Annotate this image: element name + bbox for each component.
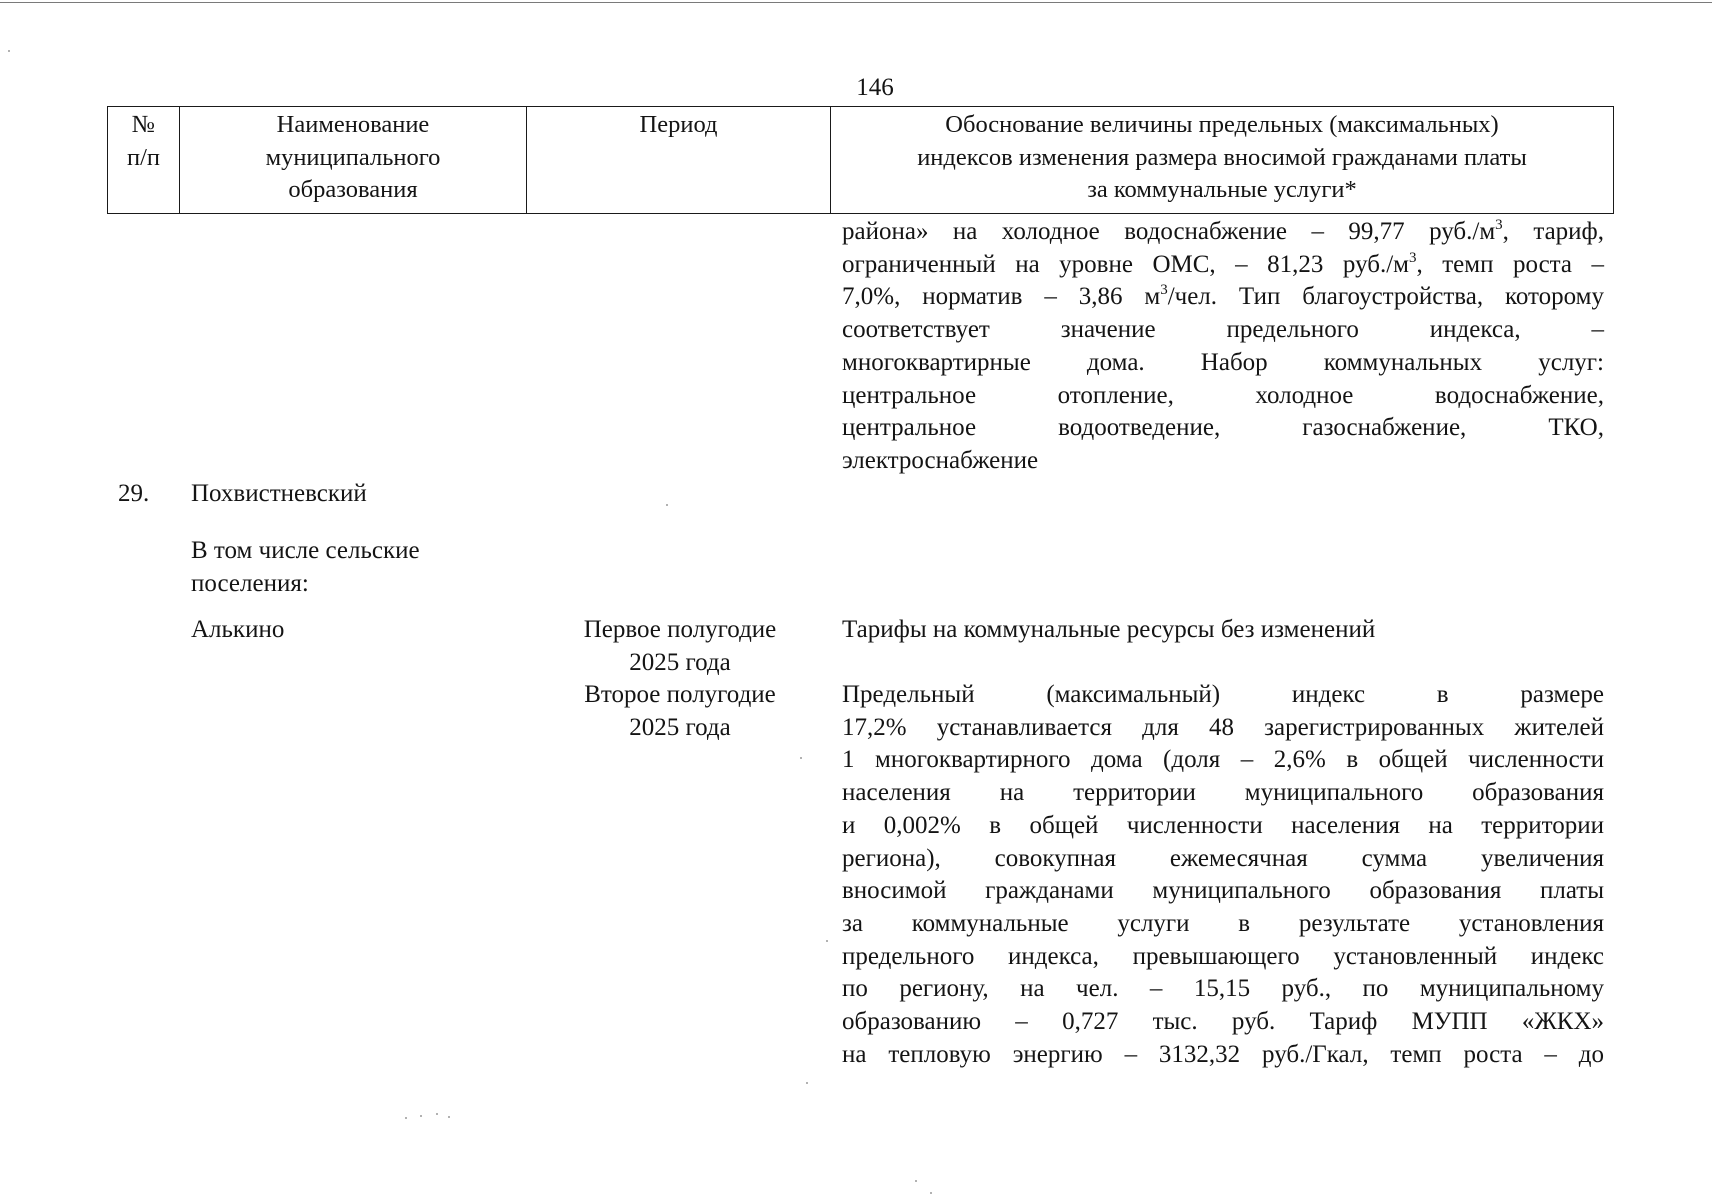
header-name-line: образования [288,176,418,203]
period-line: Второе полугодие [584,681,776,708]
text-line: района» на холодное водоснабжение – 99,77 $руб./м^3$, тариф, [842,217,1604,245]
period-line: Первое полугодие [583,616,777,643]
scan-speck [436,1113,438,1115]
text-line: образованию – 0,727 тыс. руб. Тариф МУПП «ЖКХ» [842,1008,1604,1036]
text-line: предельного индекса, превышающего установленный индекс [842,942,1604,970]
header-number-column [108,107,180,213]
scan-speck [420,1115,422,1117]
header-name-line: Наименование [276,111,430,138]
header-basis-column [831,107,1613,213]
text-line: электроснабжение [842,446,1039,474]
text-line: вносимой гражданами муниципального образования платы [842,877,1604,905]
top-scan-rule [0,2,1712,3]
text-line: населения на территории муниципального образования [842,779,1604,807]
subheading-rural-settlements [191,535,491,600]
header-name-line: муниципального [265,143,441,171]
settlement-name: Алькино [191,616,285,643]
header-name-column [180,107,527,213]
period-second-half [545,679,815,744]
text-line: центральное отопление, холодное водоснабжение, [842,381,1604,409]
text-line: 17,2% устанавливается для 48 зарегистрированных жителей [842,713,1604,741]
scan-speck [800,757,802,759]
period-first-half [545,614,815,679]
text-line: Предельный (максимальный) индекс в размере [842,681,1604,708]
text-line: региона), совокупная ежемесячная сумма увеличения [842,844,1604,872]
scan-speck [405,1117,407,1119]
header-basis-line: за коммунальные услуги* [1087,176,1357,203]
header-basis-line: индексов изменения размера вносимой гражданами платы [917,143,1527,171]
municipality-name: Похвистневский [191,480,367,507]
text-line: за коммунальные услуги в результате установления [842,909,1604,937]
header-period-column [527,107,831,213]
header-basis-line: Обоснование величины предельных (максимальных) [945,111,1499,138]
text-line: ограниченный на уровне ОМС, – 81,23 $руб./м^3$, темп роста – [842,249,1604,278]
row-number: 29. [118,480,150,507]
period-line: 2025 года [629,713,731,741]
period-line: 2025 года [629,648,731,676]
header-number-line: п/п [126,143,161,171]
text-line: 7,0%, норматив – 3,86 $м^3$/чел. Тип благоустройства, которому [842,282,1604,311]
text-line: центральное водоотведение, газоснабжение, ТКО, [842,414,1604,442]
header-period-line: Период [639,111,718,138]
scan-speck [448,1116,450,1118]
scan-speck [666,504,668,506]
text-line: по региону, на чел. – 15,15 руб., по муниципальному [842,975,1604,1003]
scan-speck [806,1082,808,1084]
scan-speck [930,1192,932,1194]
text-line: на тепловую энергию – 3132,32 руб./Гкал, темп роста – до [842,1040,1604,1068]
text-line: 1 многоквартирного дома (доля – 2,6% в общей численности [842,746,1604,774]
text-line: соответствует значение предельного индекса, – [842,316,1604,344]
text-line: многоквартирные дома. Набор коммунальных услуг: [842,348,1604,376]
basis-first-half: Тарифы на коммунальные ресурсы без изменений [842,616,1376,643]
subheading-line: поселения: [191,569,309,597]
page-number: 146 [856,74,894,101]
scan-speck [826,940,828,942]
text-line: и 0,002% в общей численности населения на территории [842,811,1604,839]
table-header [107,106,1614,214]
header-number-line: № [131,111,156,138]
scan-speck [915,1180,917,1182]
continued-basis-text [842,216,1604,478]
scan-speck [8,50,10,52]
subheading-line: В том числе сельские [191,537,420,564]
basis-second-half [842,679,1604,1071]
